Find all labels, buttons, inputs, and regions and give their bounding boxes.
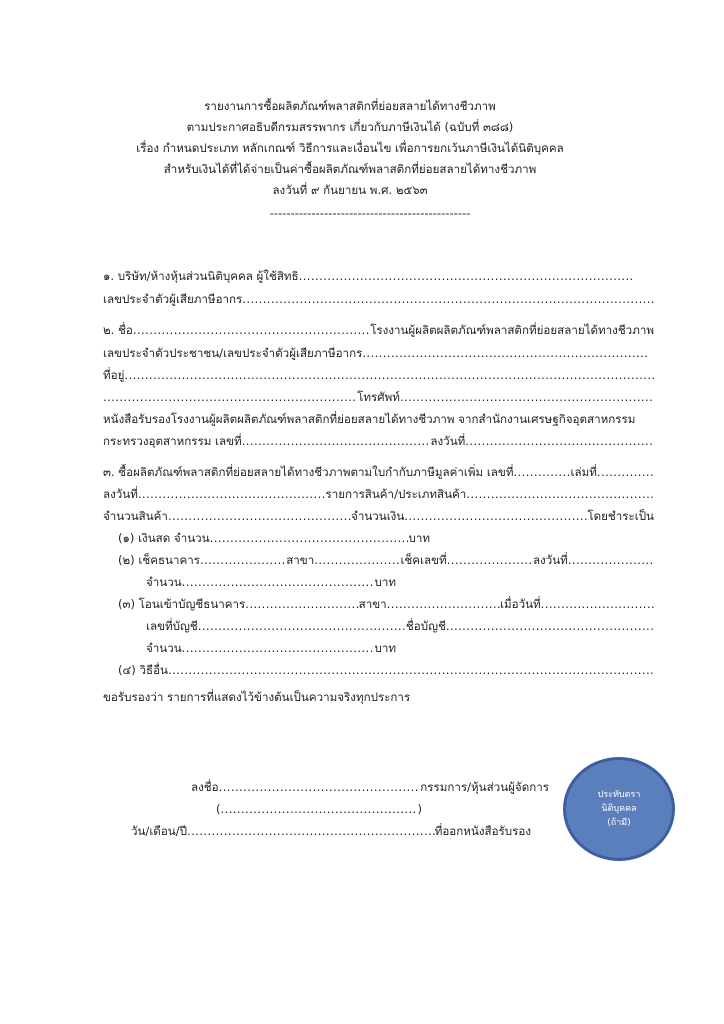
company-name-label: ๑. บริษัท/ห้างหุ้นส่วนนิติบุคคล ผู้ใช้สิทธิ [103, 269, 299, 283]
cheque-amount-label: จำนวน [146, 575, 182, 589]
form-title: รายงานการซื้อผลิตภัณฑ์พลาสติกที่ย่อยสลายได้ทางชีวภาพ [204, 99, 496, 113]
invoice-intro-label: ๓. ซื้อผลิตภัณฑ์พลาสติกที่ย่อยสลายได้ทางชีวภาพตามใบกำกับภาษีมูลค่าเพิ่ม เลขที่ [103, 465, 514, 479]
company-name-field[interactable] [299, 268, 633, 284]
invoice-date-label: ลงวันที่ [103, 487, 138, 501]
seal-line-3: (ถ้ามี) [607, 818, 631, 828]
certification-statement: ขอรับรองว่า รายการที่แสดงไว้ข้างต้นเป็นความจริงทุกประการ [103, 690, 411, 704]
company-taxid-label: เลขประจำตัวผู้เสียภาษีอากร [103, 292, 243, 306]
invoice-number-field[interactable] [513, 464, 570, 480]
factory-address-line [103, 367, 654, 383]
cash-baht-label: บาท [408, 531, 430, 545]
signer-name-field[interactable] [221, 801, 418, 817]
factory-address-field-2[interactable] [103, 389, 357, 405]
item-type-field[interactable] [466, 486, 654, 502]
cert-ministry-label: กระทรวงอุตสาหกรรม เลขที่ [103, 434, 242, 448]
cheque-branch-field[interactable] [314, 552, 400, 568]
invoice-book-field[interactable] [597, 464, 654, 480]
transfer-branch-field[interactable] [387, 596, 500, 612]
factory-phone-label: โทรศัพท์ [357, 390, 400, 404]
announcement-date: ลงวันที่ ๙ กันยายน พ.ศ. ๒๕๖๓ [272, 183, 428, 197]
transfer-amount-field[interactable] [182, 640, 375, 656]
invoice-line [103, 464, 654, 480]
seal-line-1: ประทับตรา [597, 790, 641, 800]
signature-line [191, 779, 549, 795]
factory-name-field[interactable] [133, 322, 370, 338]
issue-date-label: วัน/เดือน/ปี [131, 824, 187, 838]
factory-type-label: โรงงานผู้ผลิตผลิตภัณฑ์พลาสติกที่ย่อยสลายได้ทางชีวภาพ [370, 323, 654, 337]
seal-line-2: นิติบุคคล [601, 804, 637, 814]
cheque-bank-field[interactable] [200, 552, 286, 568]
paren-open: ( [216, 802, 221, 816]
cert-date-label: ลงวันที่ [430, 434, 466, 448]
factory-phone-line [103, 389, 654, 405]
cheque-amount-line [146, 574, 396, 590]
announcement-ref: ตามประกาศอธิบดีกรมสรรพากร เกี่ยวกับภาษีเงินได้ (ฉบับที่ ๓๘๘) [186, 120, 514, 134]
cheque-line [118, 552, 654, 568]
cash-line [118, 530, 430, 546]
amount-field[interactable] [404, 508, 587, 524]
other-method-field[interactable] [168, 662, 654, 678]
invoice-date-line [103, 486, 654, 502]
transfer-amount-line [146, 640, 396, 656]
factory-name-line [103, 322, 654, 338]
quantity-label: จำนวนสินค้า [103, 509, 168, 523]
factory-cert-number-line [103, 433, 654, 449]
transfer-line [118, 596, 654, 612]
cheque-branch-label: สาขา [286, 553, 315, 567]
amount-label: จำนวนเงิน [351, 509, 405, 523]
factory-phone-field[interactable] [400, 389, 654, 405]
transfer-branch-label: สาขา [358, 597, 387, 611]
transfer-baht-label: บาท [374, 641, 396, 655]
cert-date-field[interactable] [465, 433, 654, 449]
factory-id-line [103, 345, 648, 361]
transfer-amount-label: จำนวน [146, 641, 182, 655]
paren-close: ) [417, 802, 422, 816]
factory-address-label: ที่อยู่ [103, 368, 125, 382]
account-number-field[interactable] [198, 618, 406, 634]
signature-field[interactable] [219, 779, 421, 795]
cheque-date-label: ลงวันที่ [532, 553, 568, 567]
cheque-number-field[interactable] [447, 552, 533, 568]
signature-label: ลงชื่อ [191, 780, 219, 794]
account-name-label: ชื่อบัญชี [405, 619, 446, 633]
factory-name-label: ๒. ชื่อ [103, 323, 133, 337]
invoice-date-field[interactable] [138, 486, 326, 502]
cash-label: (๑) เงินสด จำนวน [118, 531, 210, 545]
subject-line-2: สำหรับเงินได้ที่ได้จ่ายเป็นค่าซื้อผลิตภัณฑ์พลาสติกที่ย่อยสลายได้ทางชีวภาพ [163, 162, 537, 176]
cheque-date-field[interactable] [568, 552, 654, 568]
item-type-label: รายการสินค้า/ประเภทสินค้า [325, 487, 467, 501]
transfer-date-label: เมื่อวันที่ [500, 597, 541, 611]
company-taxid-line [103, 291, 654, 307]
company-name-line [103, 268, 633, 284]
transfer-bank-field[interactable] [245, 596, 358, 612]
cheque-amount-field[interactable] [182, 574, 375, 590]
cheque-bank-label: (๒) เช็คธนาคาร [118, 553, 200, 567]
issue-label: ที่ออกหนังสือรับรอง [434, 824, 531, 838]
factory-id-field[interactable] [362, 345, 648, 361]
issue-date-field[interactable] [187, 823, 435, 839]
transfer-date-field[interactable] [541, 596, 654, 612]
account-number-label: เลขที่บัญชี [146, 619, 198, 633]
account-name-field[interactable] [446, 618, 654, 634]
account-line [146, 618, 654, 634]
payment-method-label: โดยชำระเป็น [587, 509, 654, 523]
cheque-baht-label: บาท [374, 575, 396, 589]
signer-name-line [216, 801, 422, 817]
invoice-book-label: เล่มที่ [570, 465, 597, 479]
quantity-field[interactable] [168, 508, 351, 524]
cash-amount-field[interactable] [210, 530, 409, 546]
issue-date-line [131, 823, 531, 839]
factory-address-field[interactable] [124, 367, 654, 383]
other-method-label: (๔) วิธีอื่น [118, 663, 168, 677]
header-rule: ------------------------------------------------ [269, 206, 471, 220]
cert-number-field[interactable] [242, 433, 431, 449]
company-seal-placeholder [563, 757, 675, 861]
transfer-bank-label: (๓) โอนเข้าบัญชีธนาคาร [118, 597, 246, 611]
factory-id-label: เลขประจำตัวประชาชน/เลขประจำตัวผู้เสียภาษีอากร [103, 346, 363, 360]
signer-role-label: กรรมการ/หุ้นส่วนผู้จัดการ [420, 780, 549, 794]
cheque-number-label: เช็คเลขที่ [400, 553, 447, 567]
subject-line: เรื่อง กำหนดประเภท หลักเกณฑ์ วิธีการและเงื่อนไข เพื่อการยกเว้นภาษีเงินได้นิติบุคคล [136, 141, 564, 155]
other-method-line [118, 662, 654, 678]
company-taxid-field[interactable] [242, 291, 654, 307]
quantity-line [103, 508, 654, 524]
factory-cert-line: หนังสือรับรองโรงงานผู้ผลิตผลิตภัณฑ์พลาสติกที่ย่อยสลายได้ทางชีวภาพ จากสำนักงานเศรษฐกิจอุตสาหกรรม [103, 412, 636, 426]
